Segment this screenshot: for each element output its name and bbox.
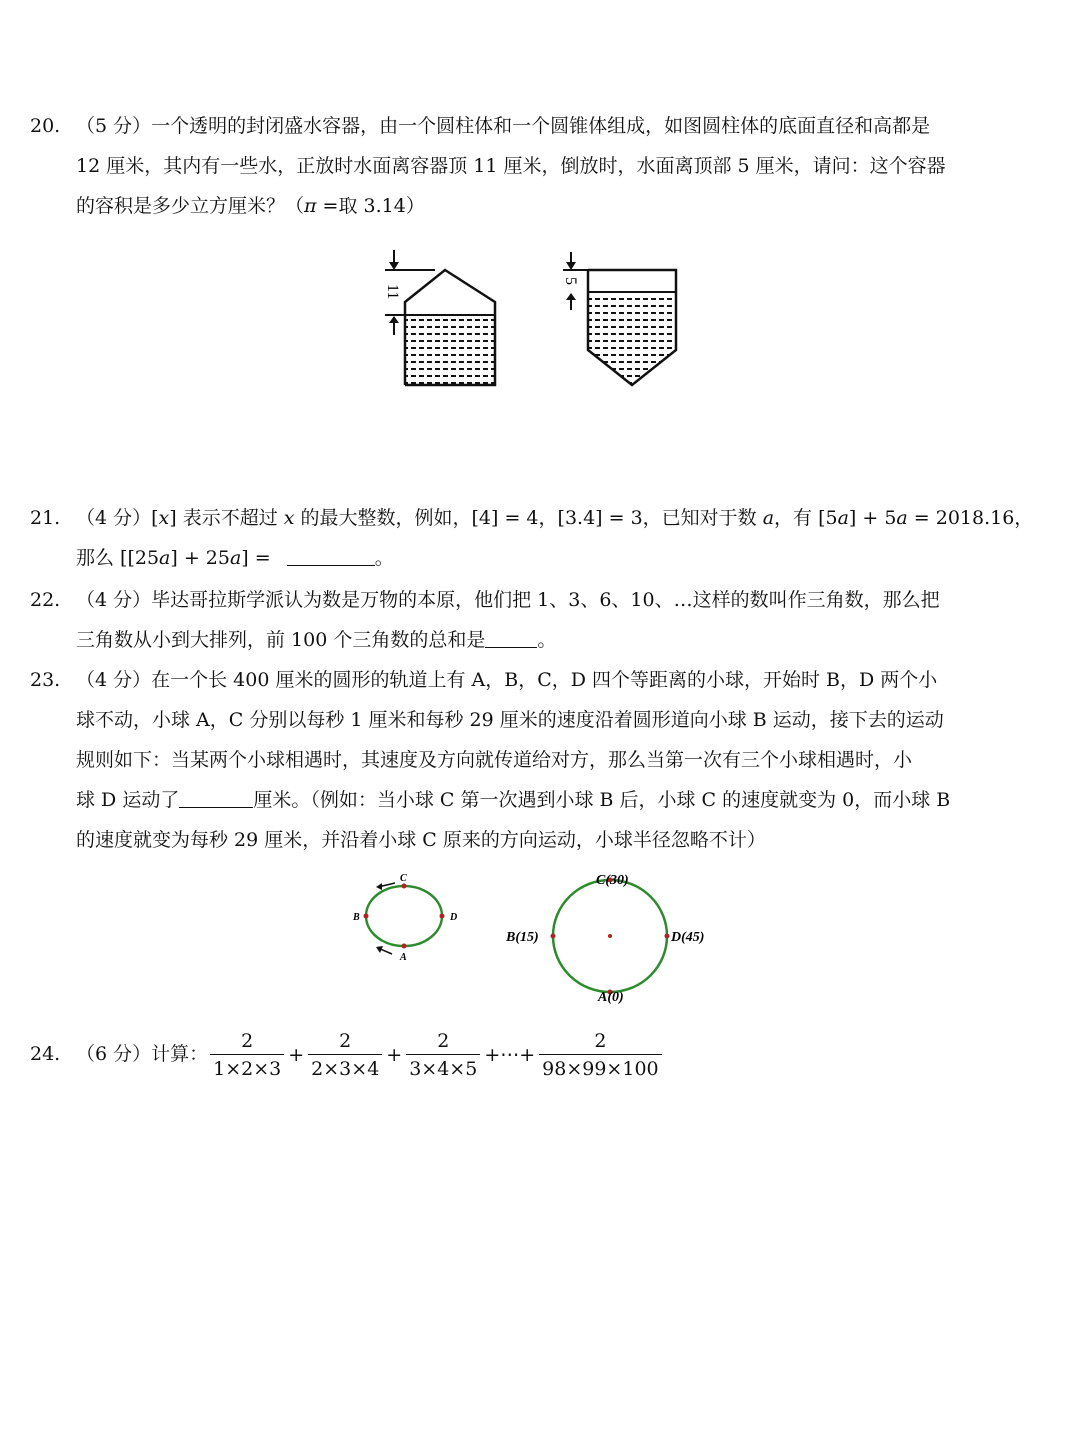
q22-text: 。 <box>537 629 557 651</box>
denominator: 1×2×3 <box>213 1057 282 1080</box>
big-label-b: B(15) <box>506 930 539 945</box>
big-label-d: D(45) <box>671 930 705 945</box>
q22-line2: 三角数从小到大排列，前 100 个三角数的总和是 <box>76 629 486 651</box>
numerator: 2 <box>210 1028 284 1055</box>
question-number: 24. <box>30 1043 61 1065</box>
fraction-1 <box>210 1028 284 1083</box>
q21-text: = 2018.16， <box>907 507 1034 529</box>
question-22 <box>30 580 1050 660</box>
numerator: 2 <box>308 1028 382 1055</box>
question-number: 22. <box>30 589 61 611</box>
small-label-c: C <box>400 873 407 884</box>
denominator: 3×4×5 <box>409 1057 478 1080</box>
plus-sign: + <box>386 1044 403 1066</box>
var-a: a <box>896 507 908 529</box>
q20-line3b: =取 3.14） <box>316 195 425 217</box>
denominator: 98×99×100 <box>542 1057 659 1080</box>
big-label-c: C(30) <box>596 873 629 888</box>
q20-line3a: 的容积是多少立方厘米？（ <box>76 195 305 217</box>
track-figure <box>340 868 740 1008</box>
denominator: 2×3×4 <box>311 1057 380 1080</box>
q23-line5: 的速度就变为每秒 29 厘米，并沿着小球 C 原来的方向运动，小球半径忽略不计） <box>76 829 766 851</box>
q21-text: ] 表示不超过 <box>169 507 284 529</box>
q23-line3: 规则如下：当某两个小球相遇时，其速度及方向就传道给对方，那么当第一次有三个小球相遇时，小 <box>76 749 913 771</box>
fraction-2 <box>308 1028 382 1083</box>
question-number: 20. <box>30 115 61 137</box>
fraction-last <box>539 1028 661 1083</box>
q24-prefix: （6 分）计算： <box>76 1043 209 1065</box>
answer-blank[interactable] <box>485 625 537 648</box>
q22-line1: （4 分）毕达哥拉斯学派认为数是万物的本原，他们把 1、3、6、10、…这样的数叫作三角数，那么把 <box>76 589 940 611</box>
fig-label-11: 11 <box>384 284 401 300</box>
var-a: a <box>837 507 849 529</box>
var-x: x <box>158 507 170 529</box>
inverted-container <box>562 252 676 385</box>
question-20 <box>30 106 1050 226</box>
q23-line2: 球不动，小球 A，C 分别以每秒 1 厘米和每秒 29 厘米的速度沿着圆形道向小球 B 运动，接下去的运动 <box>76 709 944 731</box>
q21-text: 。 <box>374 547 394 569</box>
answer-blank[interactable] <box>287 543 375 566</box>
question-23 <box>30 660 1050 860</box>
q23-line1: （4 分）在一个长 400 厘米的圆形的轨道上有 A，B，C，D 四个等距离的小球，开始时 B，D 两个小 <box>76 669 938 691</box>
q21-text: 那么 [[25 <box>76 547 160 569</box>
small-label-a: A <box>400 952 407 963</box>
q23-text: 厘米。（例如：当小球 C 第一次遇到小球 B 后，小球 C 的速度就变为 0，而小球 B <box>253 789 951 811</box>
q20-line1: （5 分）一个透明的封闭盛水容器，由一个圆柱体和一个圆锥体组成，如图圆柱体的底面直径和高都是 <box>76 115 931 137</box>
question-21 <box>30 498 1050 578</box>
q21-text: ] + 5 <box>848 507 897 529</box>
small-label-d: D <box>450 912 458 923</box>
numerator: 2 <box>406 1028 480 1055</box>
answer-blank[interactable] <box>179 785 253 808</box>
var-x: x <box>283 507 295 529</box>
q21-text: （4 分）[ <box>76 507 159 529</box>
big-track <box>505 873 704 1005</box>
center-dot <box>608 934 612 938</box>
var-a: a <box>762 507 775 529</box>
small-label-b: B <box>353 912 360 923</box>
q20-line2: 12 厘米，其内有一些水，正放时水面离容器顶 11 厘米，倒放时，水面离顶部 5 厘米，请问：这个容器 <box>76 155 946 177</box>
q21-text: ] + 25 <box>170 547 230 569</box>
question-number: 23. <box>30 669 61 691</box>
q23-text: 球 D 运动了 <box>76 789 180 811</box>
big-label-a: A(0) <box>598 990 624 1005</box>
q21-text: ，有 [5 <box>774 507 838 529</box>
q21-text: 的最大整数，例如，[4] = 4，[3.4] = 3，已知对于数 <box>294 507 763 529</box>
numerator: 2 <box>539 1028 661 1055</box>
question-number: 21. <box>30 507 61 529</box>
plus-sign: + <box>288 1044 305 1066</box>
var-a: a <box>159 547 171 569</box>
upright-container <box>384 250 495 385</box>
q21-text: ] = <box>241 547 277 569</box>
question-24 <box>30 1024 1050 1085</box>
container-figure <box>370 240 700 400</box>
ellipsis-plus: +⋯+ <box>484 1044 536 1066</box>
fig-label-5: 5 <box>562 277 579 285</box>
fraction-3 <box>406 1028 480 1083</box>
pi-symbol: π <box>304 195 317 217</box>
var-a: a <box>229 547 242 569</box>
small-track <box>352 873 457 963</box>
